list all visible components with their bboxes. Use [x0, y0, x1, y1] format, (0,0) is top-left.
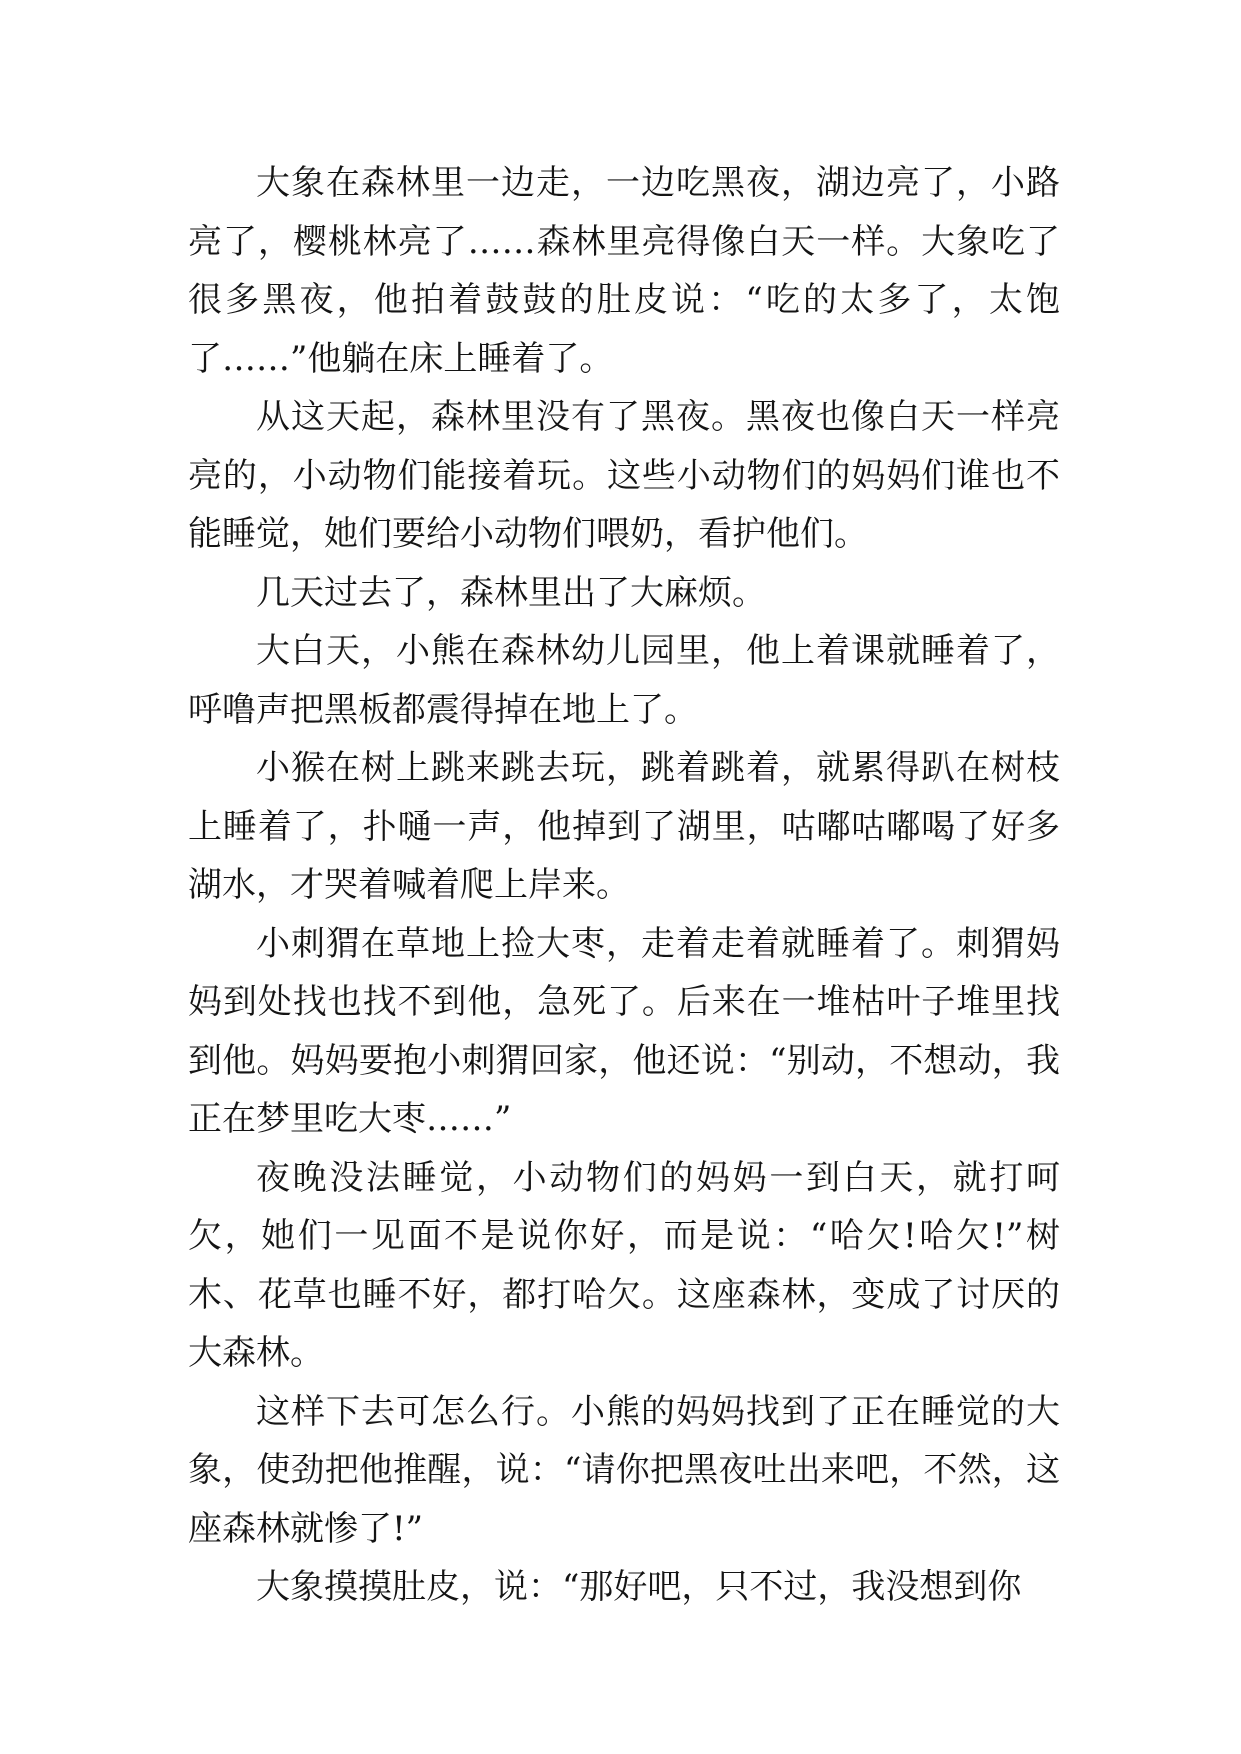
paragraph-8: 这样下去可怎么行。小熊的妈妈找到了正在睡觉的大象，使劲把他推醒，说：“请你把黑夜吐出来吧，不然，这座森林就惨了!”	[188, 1391, 1060, 1549]
paragraph-2: 从这天起，森林里没有了黑夜。黑夜也像白天一样亮亮的，小动物们能接着玩。这些小动物们的妈妈们谁也不能睡觉，她们要给小动物们喂奶，看护他们。	[188, 397, 1060, 554]
story-text-body	[188, 154, 1060, 1617]
paragraph-3: 几天过去了，森林里出了大麻烦。	[256, 572, 766, 613]
paragraph-4: 大白天，小熊在森林幼儿园里，他上着课就睡着了，呼噜声把黑板都震得掉在地上了。	[188, 631, 1060, 730]
paragraph-1: 大象在森林里一边走，一边吃黑夜，湖边亮了，小路亮了，樱桃林亮了……森林里亮得像白天一样。大象吃了很多黑夜，他拍着鼓鼓的肚皮说：“吃的太多了，太饱了……”他躺在床上睡着了。	[188, 163, 1060, 379]
paragraph-7: 夜晚没法睡觉，小动物们的妈妈一到白天，就打呵欠，她们一见面不是说你好，而是说：“哈欠!哈欠!”树木、花草也睡不好，都打哈欠。这座森林，变成了讨厌的大森林。	[188, 1157, 1060, 1373]
paragraph-6: 小刺猬在草地上捡大枣，走着走着就睡着了。刺猬妈妈到处找也找不到他，急死了。后来在一堆枯叶子堆里找到他。妈妈要抱小刺猬回家，他还说：“别动，不想动，我正在梦里吃大枣……”	[188, 923, 1060, 1139]
paragraph-9: 大象摸摸肚皮，说：“那好吧，只不过，我没想到你	[256, 1567, 1022, 1607]
paragraph-5: 小猴在树上跳来跳去玩，跳着跳着，就累得趴在树枝上睡着了，扑嗵一声，他掉到了湖里，咕嘟咕嘟喝了好多湖水，才哭着喊着爬上岸来。	[188, 748, 1060, 905]
